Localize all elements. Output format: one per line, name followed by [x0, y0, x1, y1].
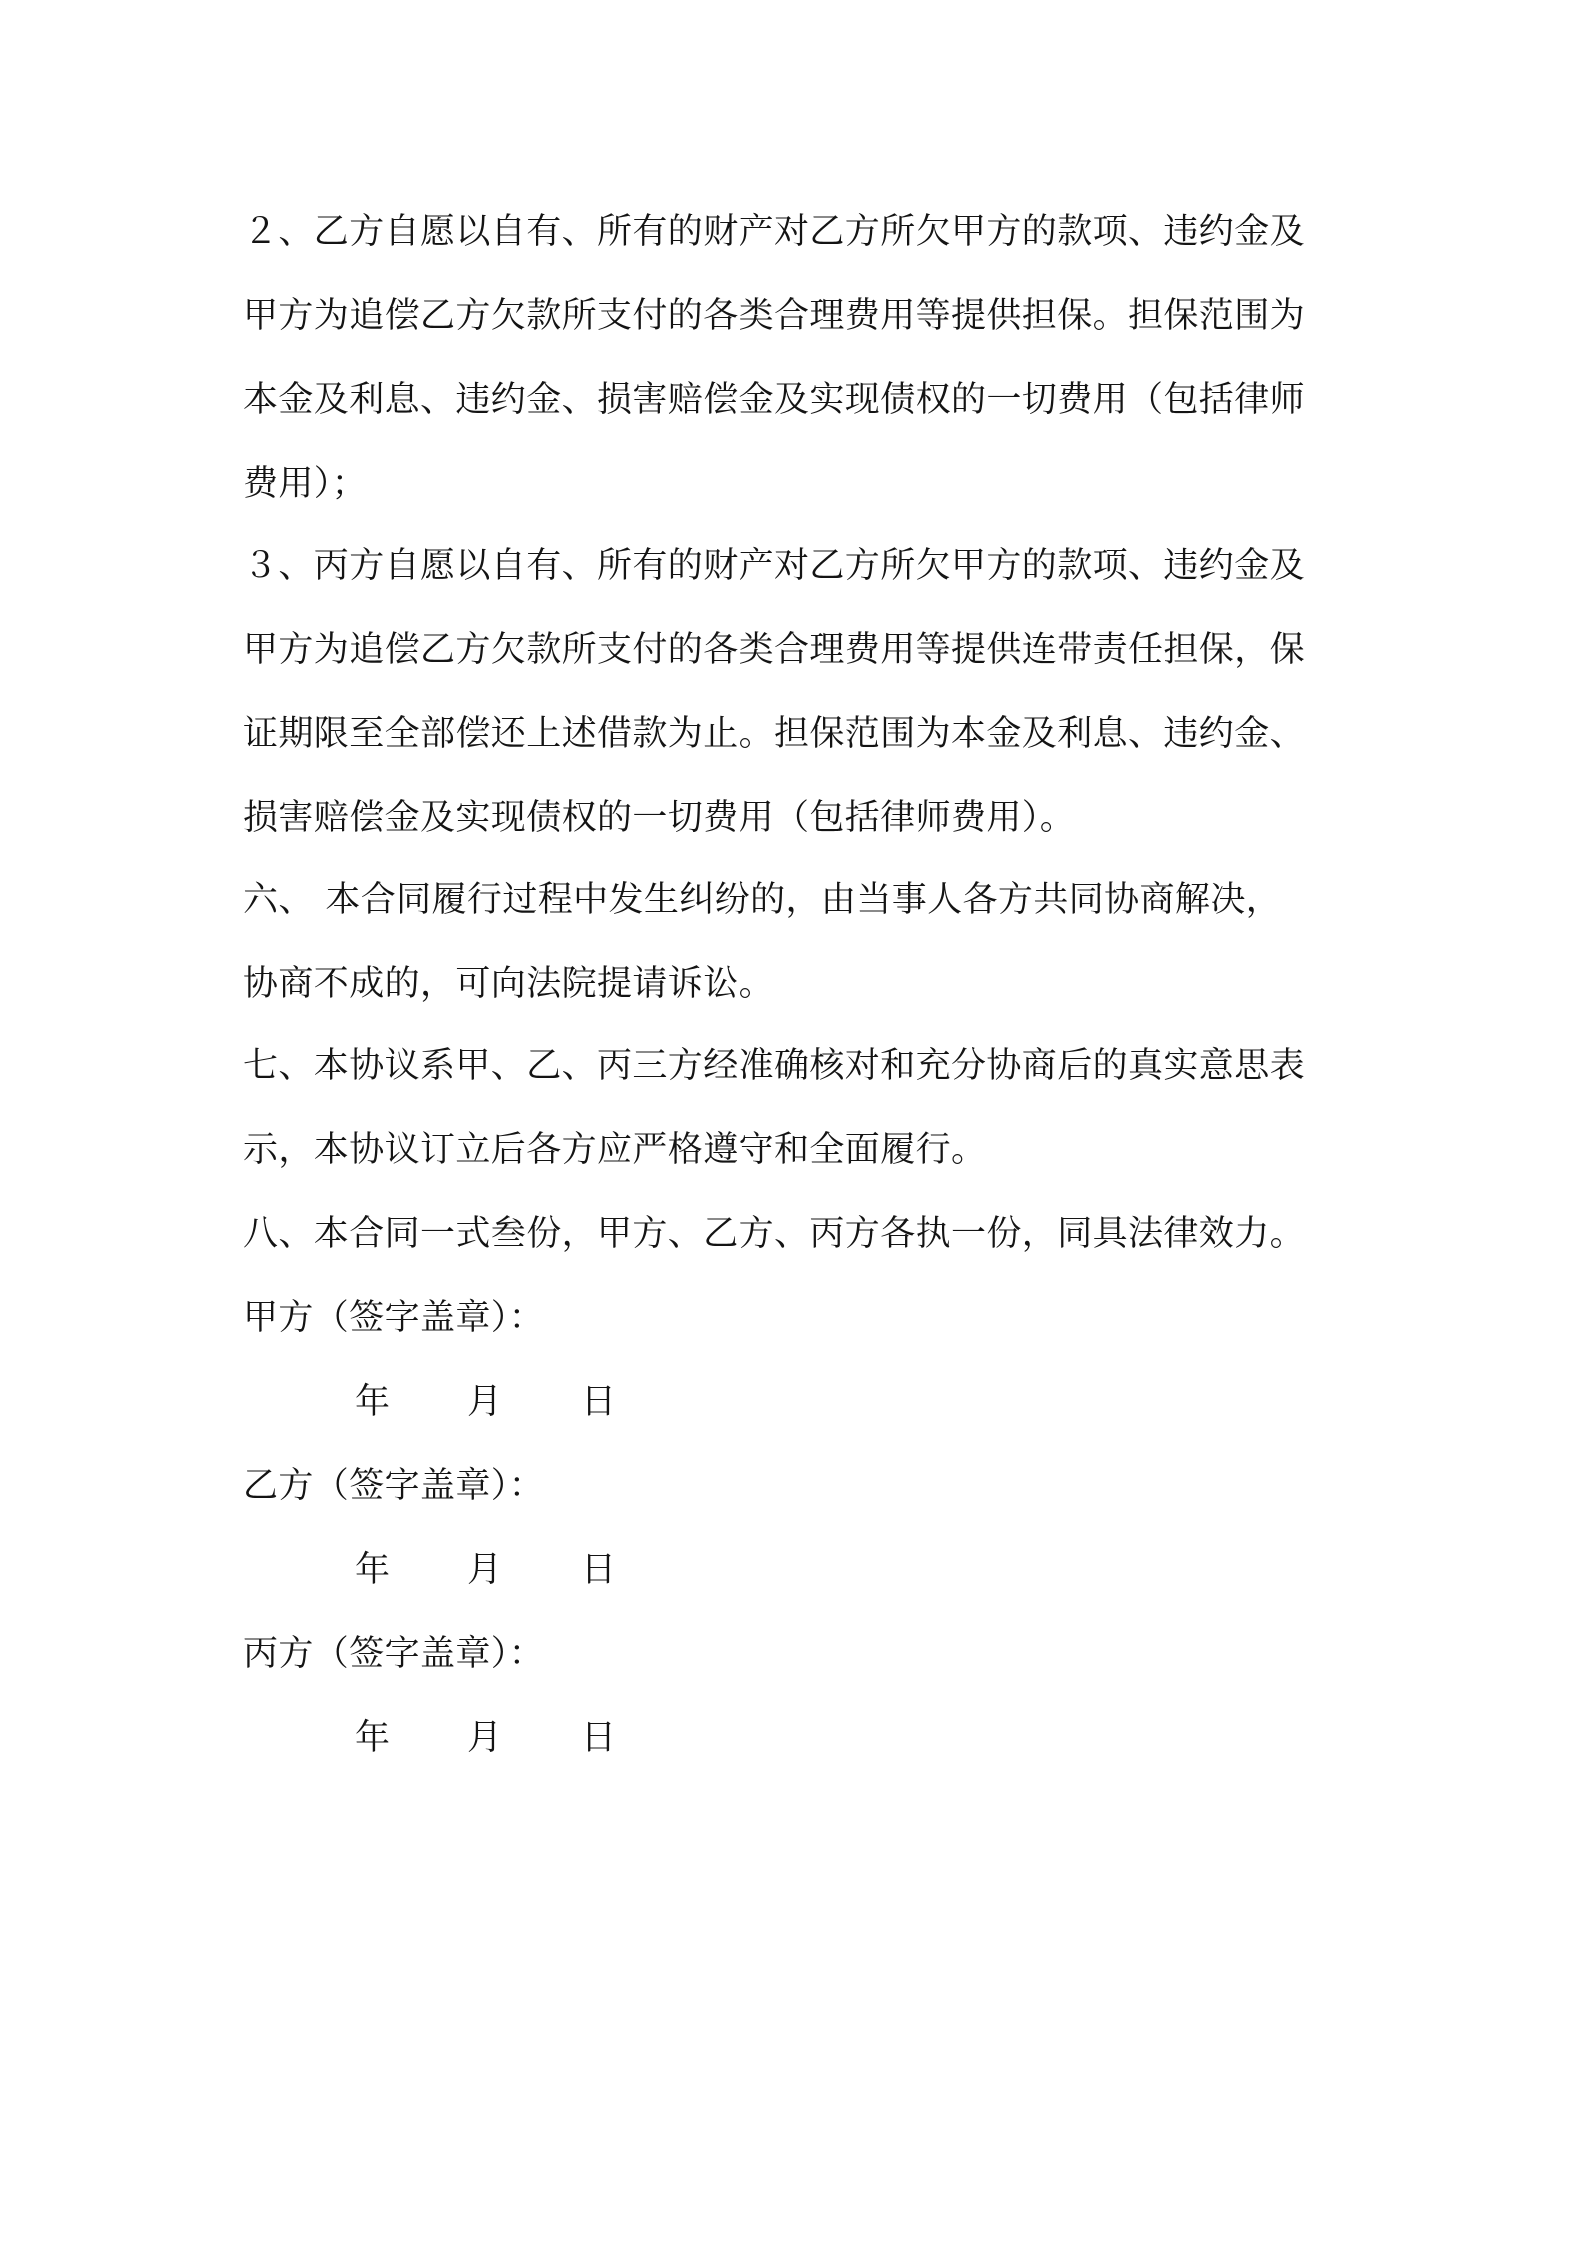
clause-2-line-4: 费用）； [243, 464, 368, 504]
party-a-day: 日 [581, 1382, 617, 1422]
party-c-date [355, 1714, 616, 1762]
clause-3-line-2: 甲方为追偿乙方欠款所支付的各类合理费用等提供连带责任担保，保 [243, 630, 1306, 670]
clause-2-line-3: 本金及利息、违约金、损害赔偿金及实现债权的一切费用（包括律师 [243, 380, 1306, 420]
clause-6-line-1: 六、 本合同履行过程中发生纠纷的，由当事人各方共同协商解决， [243, 880, 1282, 920]
clause-3-line-4: 损害赔偿金及实现债权的一切费用（包括律师费用）。 [243, 798, 1076, 838]
party-b-signature-label: 乙方（签字盖章）： [243, 1466, 545, 1506]
clause-6-line-2: 协商不成的，可向法院提请诉讼。 [243, 964, 775, 1004]
party-c-day: 日 [581, 1718, 617, 1758]
party-a-signature-label: 甲方（签字盖章）： [243, 1298, 545, 1338]
party-a-year: 年 [355, 1382, 391, 1422]
party-b-month: 月 [467, 1550, 503, 1590]
clause-7-line-2: 示，本协议订立后各方应严格遵守和全面履行。 [243, 1130, 987, 1170]
clause-2-line-2: 甲方为追偿乙方欠款所支付的各类合理费用等提供担保。担保范围为 [243, 296, 1306, 336]
party-c-month: 月 [467, 1718, 503, 1758]
party-b-date [355, 1546, 616, 1594]
party-a-date [355, 1378, 616, 1426]
clause-7-line-1: 七、本协议系甲、乙、丙三方经准确核对和充分协商后的真实意思表 [243, 1046, 1306, 1086]
party-b-day: 日 [581, 1550, 617, 1590]
clause-3-line-1: ３、丙方自愿以自有、所有的财产对乙方所欠甲方的款项、违约金及 [243, 546, 1306, 586]
clause-3-line-3: 证期限至全部偿还上述借款为止。担保范围为本金及利息、违约金、 [243, 714, 1306, 754]
clause-2-line-1: ２、乙方自愿以自有、所有的财产对乙方所欠甲方的款项、违约金及 [243, 212, 1306, 252]
party-c-signature-label: 丙方（签字盖章）： [243, 1634, 545, 1674]
party-a-month: 月 [467, 1382, 503, 1422]
party-c-year: 年 [355, 1718, 391, 1758]
party-b-year: 年 [355, 1550, 391, 1590]
clause-8-line-1: 八、本合同一式叁份，甲方、乙方、丙方各执一份，同具法律效力。 [243, 1214, 1306, 1254]
